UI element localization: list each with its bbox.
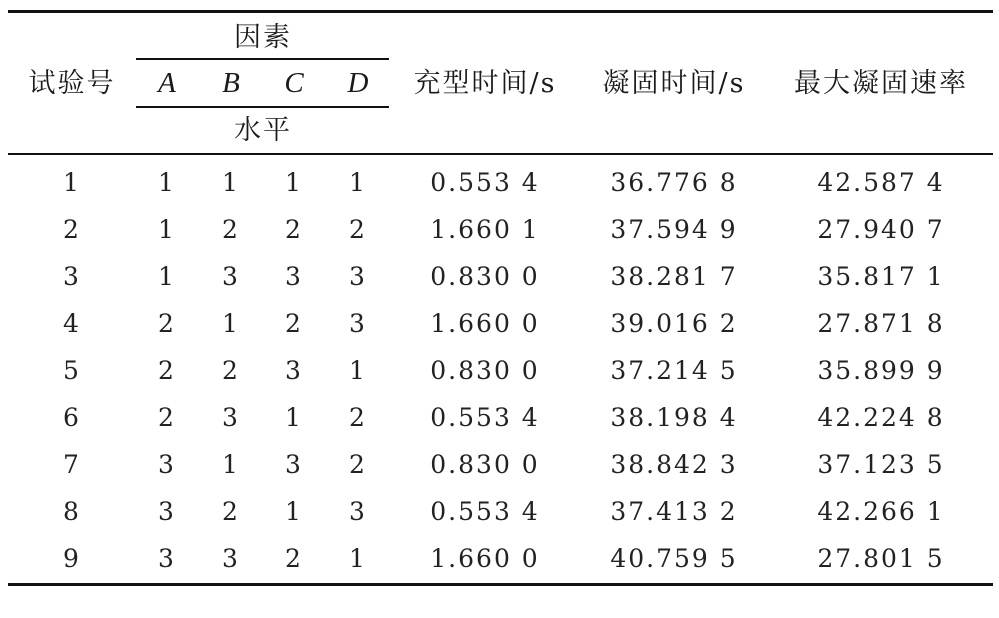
cell-max-rate: 27.871 8 xyxy=(817,309,945,338)
cell-trial-no: 9 xyxy=(63,544,81,573)
cell-fill-time: 1.660 1 xyxy=(430,215,540,244)
cell-solid-time: 38.281 7 xyxy=(610,262,738,291)
cell-a: 1 xyxy=(158,262,176,291)
table-top-rule xyxy=(8,10,993,13)
cell-d: 1 xyxy=(349,168,367,197)
cell-d: 1 xyxy=(349,544,367,573)
cell-b: 2 xyxy=(222,215,240,244)
cell-max-rate: 42.266 1 xyxy=(817,497,945,526)
cell-b: 3 xyxy=(222,544,240,573)
cell-d: 3 xyxy=(349,262,367,291)
header-trial-no: 试验号 xyxy=(28,68,116,99)
table-row xyxy=(8,170,993,217)
cell-solid-time: 39.016 2 xyxy=(610,309,738,338)
cell-b: 2 xyxy=(222,356,240,385)
cell-c: 2 xyxy=(285,215,303,244)
header-factor-b: B xyxy=(222,67,240,99)
cell-trial-no: 8 xyxy=(63,497,81,526)
table-row xyxy=(8,264,993,311)
cell-d: 2 xyxy=(349,450,367,479)
orthogonal-test-table xyxy=(8,0,993,618)
cell-trial-no: 6 xyxy=(63,403,81,432)
header-factor-a: A xyxy=(158,67,176,99)
table-row xyxy=(8,499,993,546)
cell-fill-time: 0.830 0 xyxy=(430,356,540,385)
cell-max-rate: 27.801 5 xyxy=(817,544,945,573)
table-row xyxy=(8,452,993,499)
cell-d: 3 xyxy=(349,309,367,338)
cell-c: 1 xyxy=(285,168,303,197)
cell-trial-no: 4 xyxy=(63,309,81,338)
header-max-rate: 最大凝固速率 xyxy=(794,68,968,99)
cell-trial-no: 1 xyxy=(63,168,81,197)
cell-c: 1 xyxy=(285,497,303,526)
cell-solid-time: 38.842 3 xyxy=(610,450,738,479)
cell-c: 2 xyxy=(285,544,303,573)
cell-solid-time: 37.413 2 xyxy=(610,497,738,526)
header-fill-time: 充型时间/s xyxy=(413,68,557,99)
cell-c: 1 xyxy=(285,403,303,432)
cell-c: 2 xyxy=(285,309,303,338)
cell-trial-no: 7 xyxy=(63,450,81,479)
cell-b: 2 xyxy=(222,497,240,526)
cell-b: 3 xyxy=(222,403,240,432)
cell-trial-no: 3 xyxy=(63,262,81,291)
cell-b: 1 xyxy=(222,309,240,338)
cell-d: 2 xyxy=(349,403,367,432)
cell-d: 3 xyxy=(349,497,367,526)
cell-trial-no: 2 xyxy=(63,215,81,244)
cell-d: 2 xyxy=(349,215,367,244)
cell-a: 3 xyxy=(158,450,176,479)
cell-trial-no: 5 xyxy=(63,356,81,385)
header-level: 水平 xyxy=(234,115,292,146)
cell-solid-time: 36.776 8 xyxy=(610,168,738,197)
factor-lower-rule xyxy=(136,106,389,108)
table-row xyxy=(8,311,993,358)
factor-upper-rule xyxy=(136,58,389,60)
cell-solid-time: 38.198 4 xyxy=(610,403,738,432)
header-solid-time: 凝固时间/s xyxy=(602,68,746,99)
cell-fill-time: 0.830 0 xyxy=(430,262,540,291)
cell-solid-time: 37.594 9 xyxy=(610,215,738,244)
cell-a: 1 xyxy=(158,215,176,244)
cell-a: 2 xyxy=(158,356,176,385)
cell-fill-time: 0.553 4 xyxy=(430,403,540,432)
table-row xyxy=(8,405,993,452)
table-row xyxy=(8,217,993,264)
cell-fill-time: 0.553 4 xyxy=(430,497,540,526)
cell-solid-time: 37.214 5 xyxy=(610,356,738,385)
cell-max-rate: 37.123 5 xyxy=(817,450,945,479)
cell-a: 2 xyxy=(158,403,176,432)
cell-c: 3 xyxy=(285,262,303,291)
cell-max-rate: 27.940 7 xyxy=(817,215,945,244)
cell-fill-time: 0.830 0 xyxy=(430,450,540,479)
cell-b: 1 xyxy=(222,450,240,479)
cell-solid-time: 40.759 5 xyxy=(610,544,738,573)
header-bottom-rule xyxy=(8,153,993,155)
cell-max-rate: 35.817 1 xyxy=(817,262,945,291)
cell-max-rate: 35.899 9 xyxy=(817,356,945,385)
cell-b: 3 xyxy=(222,262,240,291)
cell-d: 1 xyxy=(349,356,367,385)
header-factor-d: D xyxy=(347,67,369,99)
header-factors: 因素 xyxy=(234,22,292,53)
table-row xyxy=(8,358,993,405)
cell-c: 3 xyxy=(285,450,303,479)
cell-a: 1 xyxy=(158,168,176,197)
table-row xyxy=(8,546,993,593)
cell-a: 3 xyxy=(158,497,176,526)
cell-c: 3 xyxy=(285,356,303,385)
cell-fill-time: 1.660 0 xyxy=(430,544,540,573)
cell-a: 3 xyxy=(158,544,176,573)
cell-b: 1 xyxy=(222,168,240,197)
cell-max-rate: 42.224 8 xyxy=(817,403,945,432)
cell-fill-time: 1.660 0 xyxy=(430,309,540,338)
cell-a: 2 xyxy=(158,309,176,338)
cell-fill-time: 0.553 4 xyxy=(430,168,540,197)
header-factor-c: C xyxy=(284,67,304,99)
cell-max-rate: 42.587 4 xyxy=(817,168,945,197)
